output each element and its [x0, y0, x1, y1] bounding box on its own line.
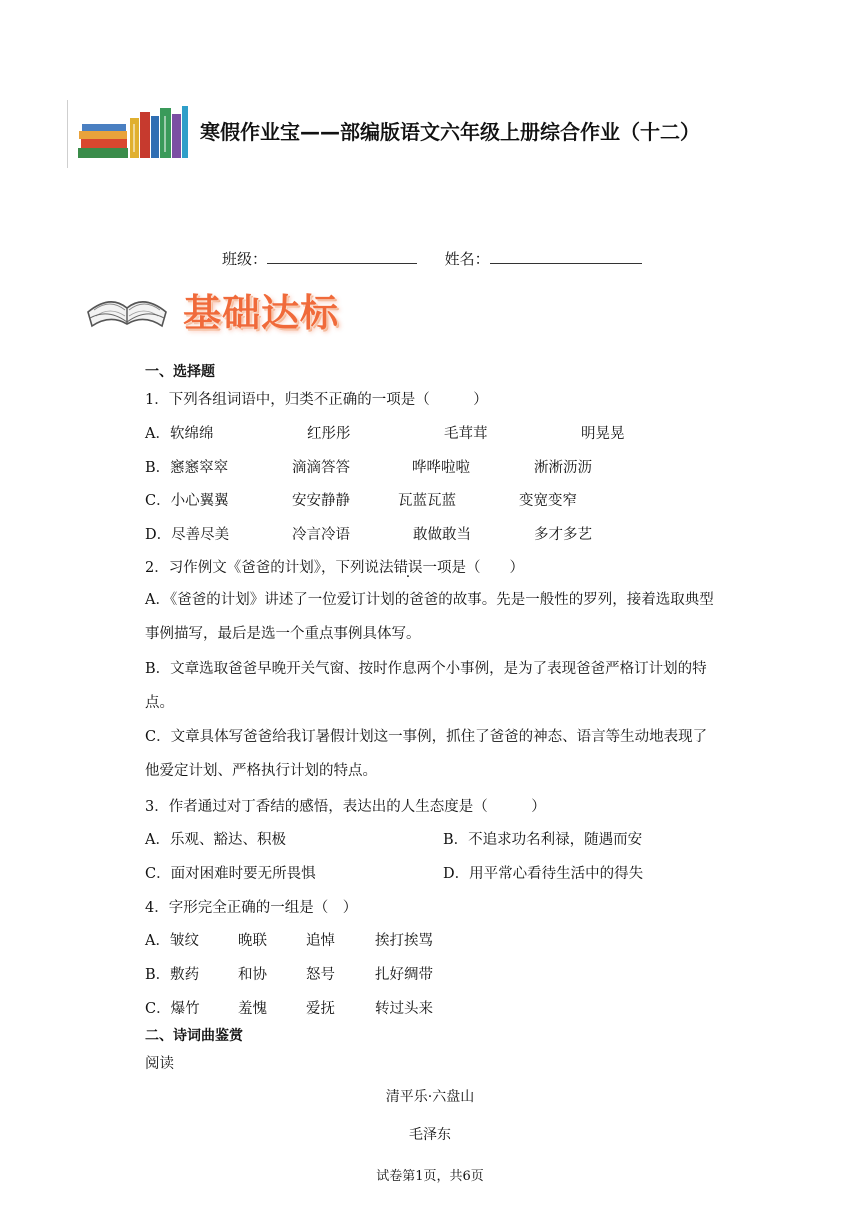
- q4-option-b-4: 扎好绸带: [375, 967, 433, 983]
- name-blank[interactable]: [490, 249, 642, 264]
- books-logo-icon: [78, 104, 188, 160]
- q3-option-b[interactable]: B．不追求功名利禄，随遇而安: [443, 832, 643, 848]
- name-label: 姓名：: [444, 250, 490, 268]
- q4-option-b-3: 怒号: [306, 967, 335, 983]
- q1-option-c-4: 变宽变窄: [519, 493, 577, 509]
- q1-option-d-4: 多才多艺: [534, 527, 592, 543]
- q1-option-a-3: 毛茸茸: [444, 426, 488, 442]
- q4-option-b-2: 和协: [238, 967, 267, 983]
- q4-option-a-1[interactable]: A．皱纹: [145, 933, 199, 949]
- q2-option-b[interactable]: B．文章选取爸爸早晚开关气窗、按时作息两个小事例，是为了表现爸爸严格订计划的特点。: [145, 661, 707, 711]
- q1-option-a-4: 明晃晃: [581, 426, 625, 442]
- class-label: 班级：: [222, 250, 268, 268]
- poem-author: 毛泽东: [409, 1127, 451, 1143]
- q2-option-c[interactable]: C．文章具体写爸爸给我订暑假计划这一事例，抓住了爸爸的神态、语言等生动地表现了他爱定计划、严格执行计划的特点。: [145, 729, 708, 779]
- q1-option-a-1[interactable]: A．软绵绵: [145, 426, 214, 442]
- q4-option-c-3: 爱抚: [306, 1001, 335, 1017]
- q1-option-b-2: 滴滴答答: [292, 460, 350, 476]
- q2-stem-suffix: 一项是（ ）: [422, 560, 524, 576]
- page-footer: 试卷第1页，共6页: [376, 1169, 484, 1184]
- question-2-stem: [145, 556, 524, 577]
- q2-option-a[interactable]: A．《爸爸的计划》讲述了一位爱订计划的爸爸的故事。先是一般性的罗列，接着选取典型事例描写，最后是选一个重点事例具体写。: [145, 592, 714, 642]
- q1-option-d-2: 冷言冷语: [292, 527, 350, 543]
- q3-option-a[interactable]: A．乐观、豁达、积极: [145, 832, 286, 848]
- q1-option-b-4: 淅淅沥沥: [534, 460, 592, 476]
- q1-option-d-3: 敢做敢当: [413, 527, 471, 543]
- open-book-icon: [82, 272, 172, 336]
- class-blank[interactable]: [267, 249, 417, 264]
- q4-option-a-3: 追悼: [306, 933, 335, 949]
- q2-stem-emphasis: 错误: [393, 560, 423, 576]
- header-divider: [67, 100, 68, 168]
- q4-option-a-4: 挨打挨骂: [375, 933, 433, 949]
- q3-option-c[interactable]: C．面对困难时要无所畏惧: [145, 866, 316, 882]
- question-1-options: [0, 422, 860, 552]
- q4-option-b-1[interactable]: B．敷药: [145, 967, 200, 983]
- q4-option-c-1[interactable]: C．爆竹: [145, 1001, 200, 1017]
- reading-label: 阅读: [145, 1056, 174, 1072]
- poem-title: 清平乐·六盘山: [385, 1089, 475, 1105]
- q4-option-a-2: 晚联: [238, 933, 267, 949]
- q2-stem-prefix: 2．习作例文《爸爸的计划》，下列说法: [145, 560, 394, 576]
- q1-option-b-3: 哗哗啦啦: [412, 460, 470, 476]
- question-1-stem: 1．下列各组词语中，归类不正确的一项是（ ）: [145, 392, 488, 408]
- q4-option-c-2: 羞愧: [238, 1001, 267, 1017]
- question-4-stem: 4．字形完全正确的一组是（ ）: [145, 900, 358, 916]
- section-banner: 基础达标: [183, 291, 340, 335]
- q3-option-d[interactable]: D．用平常心看待生活中的得失: [443, 866, 644, 882]
- q1-option-c-2: 安安静静: [292, 493, 350, 509]
- document-title: 寒假作业宝——部编版语文六年级上册综合作业（十二）: [200, 120, 700, 144]
- q1-option-a-2: 红彤彤: [307, 426, 351, 442]
- question-3-stem: 3．作者通过对丁香结的感悟，表达出的人生态度是（ ）: [145, 799, 546, 815]
- q1-option-c-3: 瓦蓝瓦蓝: [398, 493, 456, 509]
- q1-option-c-1[interactable]: C．小心翼翼: [145, 493, 229, 509]
- q4-option-c-4: 转过头来: [375, 1001, 433, 1017]
- section-title-poetry: 二、诗词曲鉴赏: [145, 1028, 243, 1044]
- question-4-options: [0, 929, 860, 1019]
- section-title-choice: 一、选择题: [145, 364, 215, 380]
- q1-option-d-1[interactable]: D．尽善尽美: [145, 527, 230, 543]
- q1-option-b-1[interactable]: B．窸窸窣窣: [145, 460, 229, 476]
- student-info-row: [222, 248, 642, 269]
